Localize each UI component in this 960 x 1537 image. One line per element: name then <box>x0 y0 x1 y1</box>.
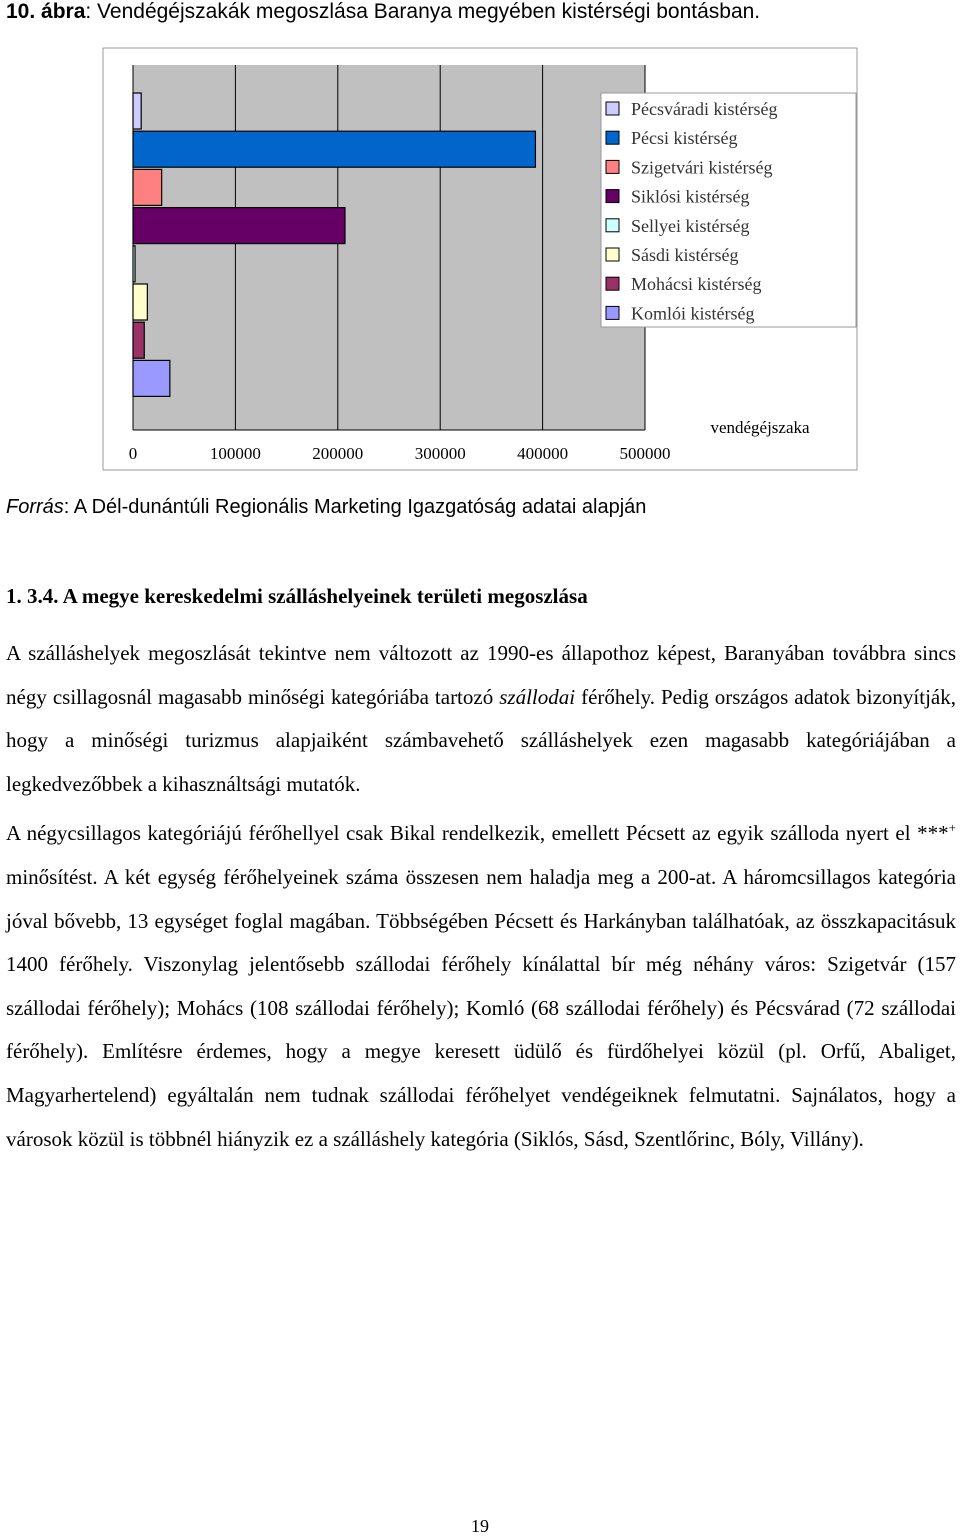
paragraph-2-superscript: + <box>948 820 956 836</box>
legend-label: Sellyei kistérség <box>631 215 750 236</box>
source-note <box>6 496 646 519</box>
plot-area <box>133 65 645 430</box>
x-tick-label: 0 <box>128 444 138 463</box>
bar <box>133 322 144 358</box>
legend-label: Mohácsi kistérség <box>631 274 762 295</box>
paragraph-2-text-a: A négycsillagos kategóriájú férőhellyel csak Bikal rendelkezik, emellett Pécsett az egyik szálloda nyert el *** <box>6 821 949 846</box>
paragraph-1-emphasis: szállodai <box>499 684 576 709</box>
legend-swatch <box>606 277 619 290</box>
legend-swatch <box>606 131 619 144</box>
legend-label: Pécsváradi kistérség <box>631 99 778 119</box>
paragraph-1-text-b: férőhely. Pedig országos adatok bizonyítják, hogy a minőségi turizmus alapjaiként számbavehető szálláshelyek ezen magasabb kategóriájában a legkedvezőbbek a kihasználtsági mutatók. <box>6 684 956 796</box>
source-label: Forrás <box>6 496 64 518</box>
x-axis-label: vendégéjszaka <box>710 418 810 437</box>
bar <box>133 93 141 129</box>
legend-label: Sásdi kistérség <box>631 245 739 265</box>
legend-swatch <box>606 248 619 261</box>
bar <box>133 169 162 205</box>
figure-label: 10. ábra <box>6 0 86 23</box>
legend-label: Szigetvári kistérség <box>631 157 773 178</box>
section-title: 1. 3.4. A megye kereskedelmi szálláshelyeinek területi megoszlása <box>6 584 588 608</box>
legend-swatch <box>606 160 619 173</box>
legend-label: Pécsi kistérség <box>631 128 738 149</box>
bar <box>133 131 535 167</box>
bar <box>133 208 345 244</box>
page-number: 19 <box>471 1516 489 1536</box>
x-tick-label: 300000 <box>414 444 466 463</box>
bar <box>133 284 147 320</box>
x-tick-label: 400000 <box>517 444 569 463</box>
bar <box>133 360 170 396</box>
paragraph-1 <box>6 632 956 806</box>
figure-title: : Vendégéjszakák megoszlása Baranya megyében kistérségi bontásban. <box>85 0 761 23</box>
x-tick-label: 500000 <box>619 444 671 463</box>
x-tick-label: 200000 <box>312 444 364 463</box>
paragraph-2 <box>6 806 956 1161</box>
legend-swatch <box>606 219 619 232</box>
legend-swatch <box>606 102 619 115</box>
legend-swatch <box>606 190 619 203</box>
paragraph-2-text-b: minősítést. A két egység férőhelyeinek száma összesen nem haladja meg a 200-at. A háromcsillagos kategória jóval bővebb, 13 egységet foglal magában. Többségében Pécsett és Harkányban találhatóak, az összkapacitásuk 1400 férőhely. Viszonylag jelentősebb szállodai férőhely kínálattal bír még néhány város: Szigetvár (157 szállodai férőhely); Mohács (108 szállodai férőhely); Komló (68 szállodai férőhely) és Pécsvárad (72 szállodai férőhely). Említésre érdemes, hogy a megye keresett üdülő és fürdőhelyei közül (pl. Orfű, Abaliget, Magyarhertelend) egyáltalán nem tudnak szállodai férőhelyet vendégeiknek felmutatni. Sajnálatos, hogy a városok közül is többnél hiányzik ez a szálláshely kategória (Siklós, Sásd, Szentlőrinc, Bóly, Villány). <box>6 864 956 1151</box>
legend-swatch <box>606 306 619 319</box>
bar-chart <box>0 0 960 480</box>
source-text: : A Dél-dunántúli Regionális Marketing Igazgatóság adatai alapján <box>63 496 647 518</box>
x-tick-label: 100000 <box>209 444 261 463</box>
legend-label: Siklósi kistérség <box>631 186 750 207</box>
paragraph-1-text-a: A szálláshelyek megoszlását tekintve nem változott az 1990-es állapothoz képest, Baranyában továbbra sincs négy csillagosnál magasabb minőségi kategóriába tartozó <box>6 641 956 709</box>
body-text <box>6 632 956 1161</box>
legend-label: Komlói kistérség <box>631 303 755 324</box>
